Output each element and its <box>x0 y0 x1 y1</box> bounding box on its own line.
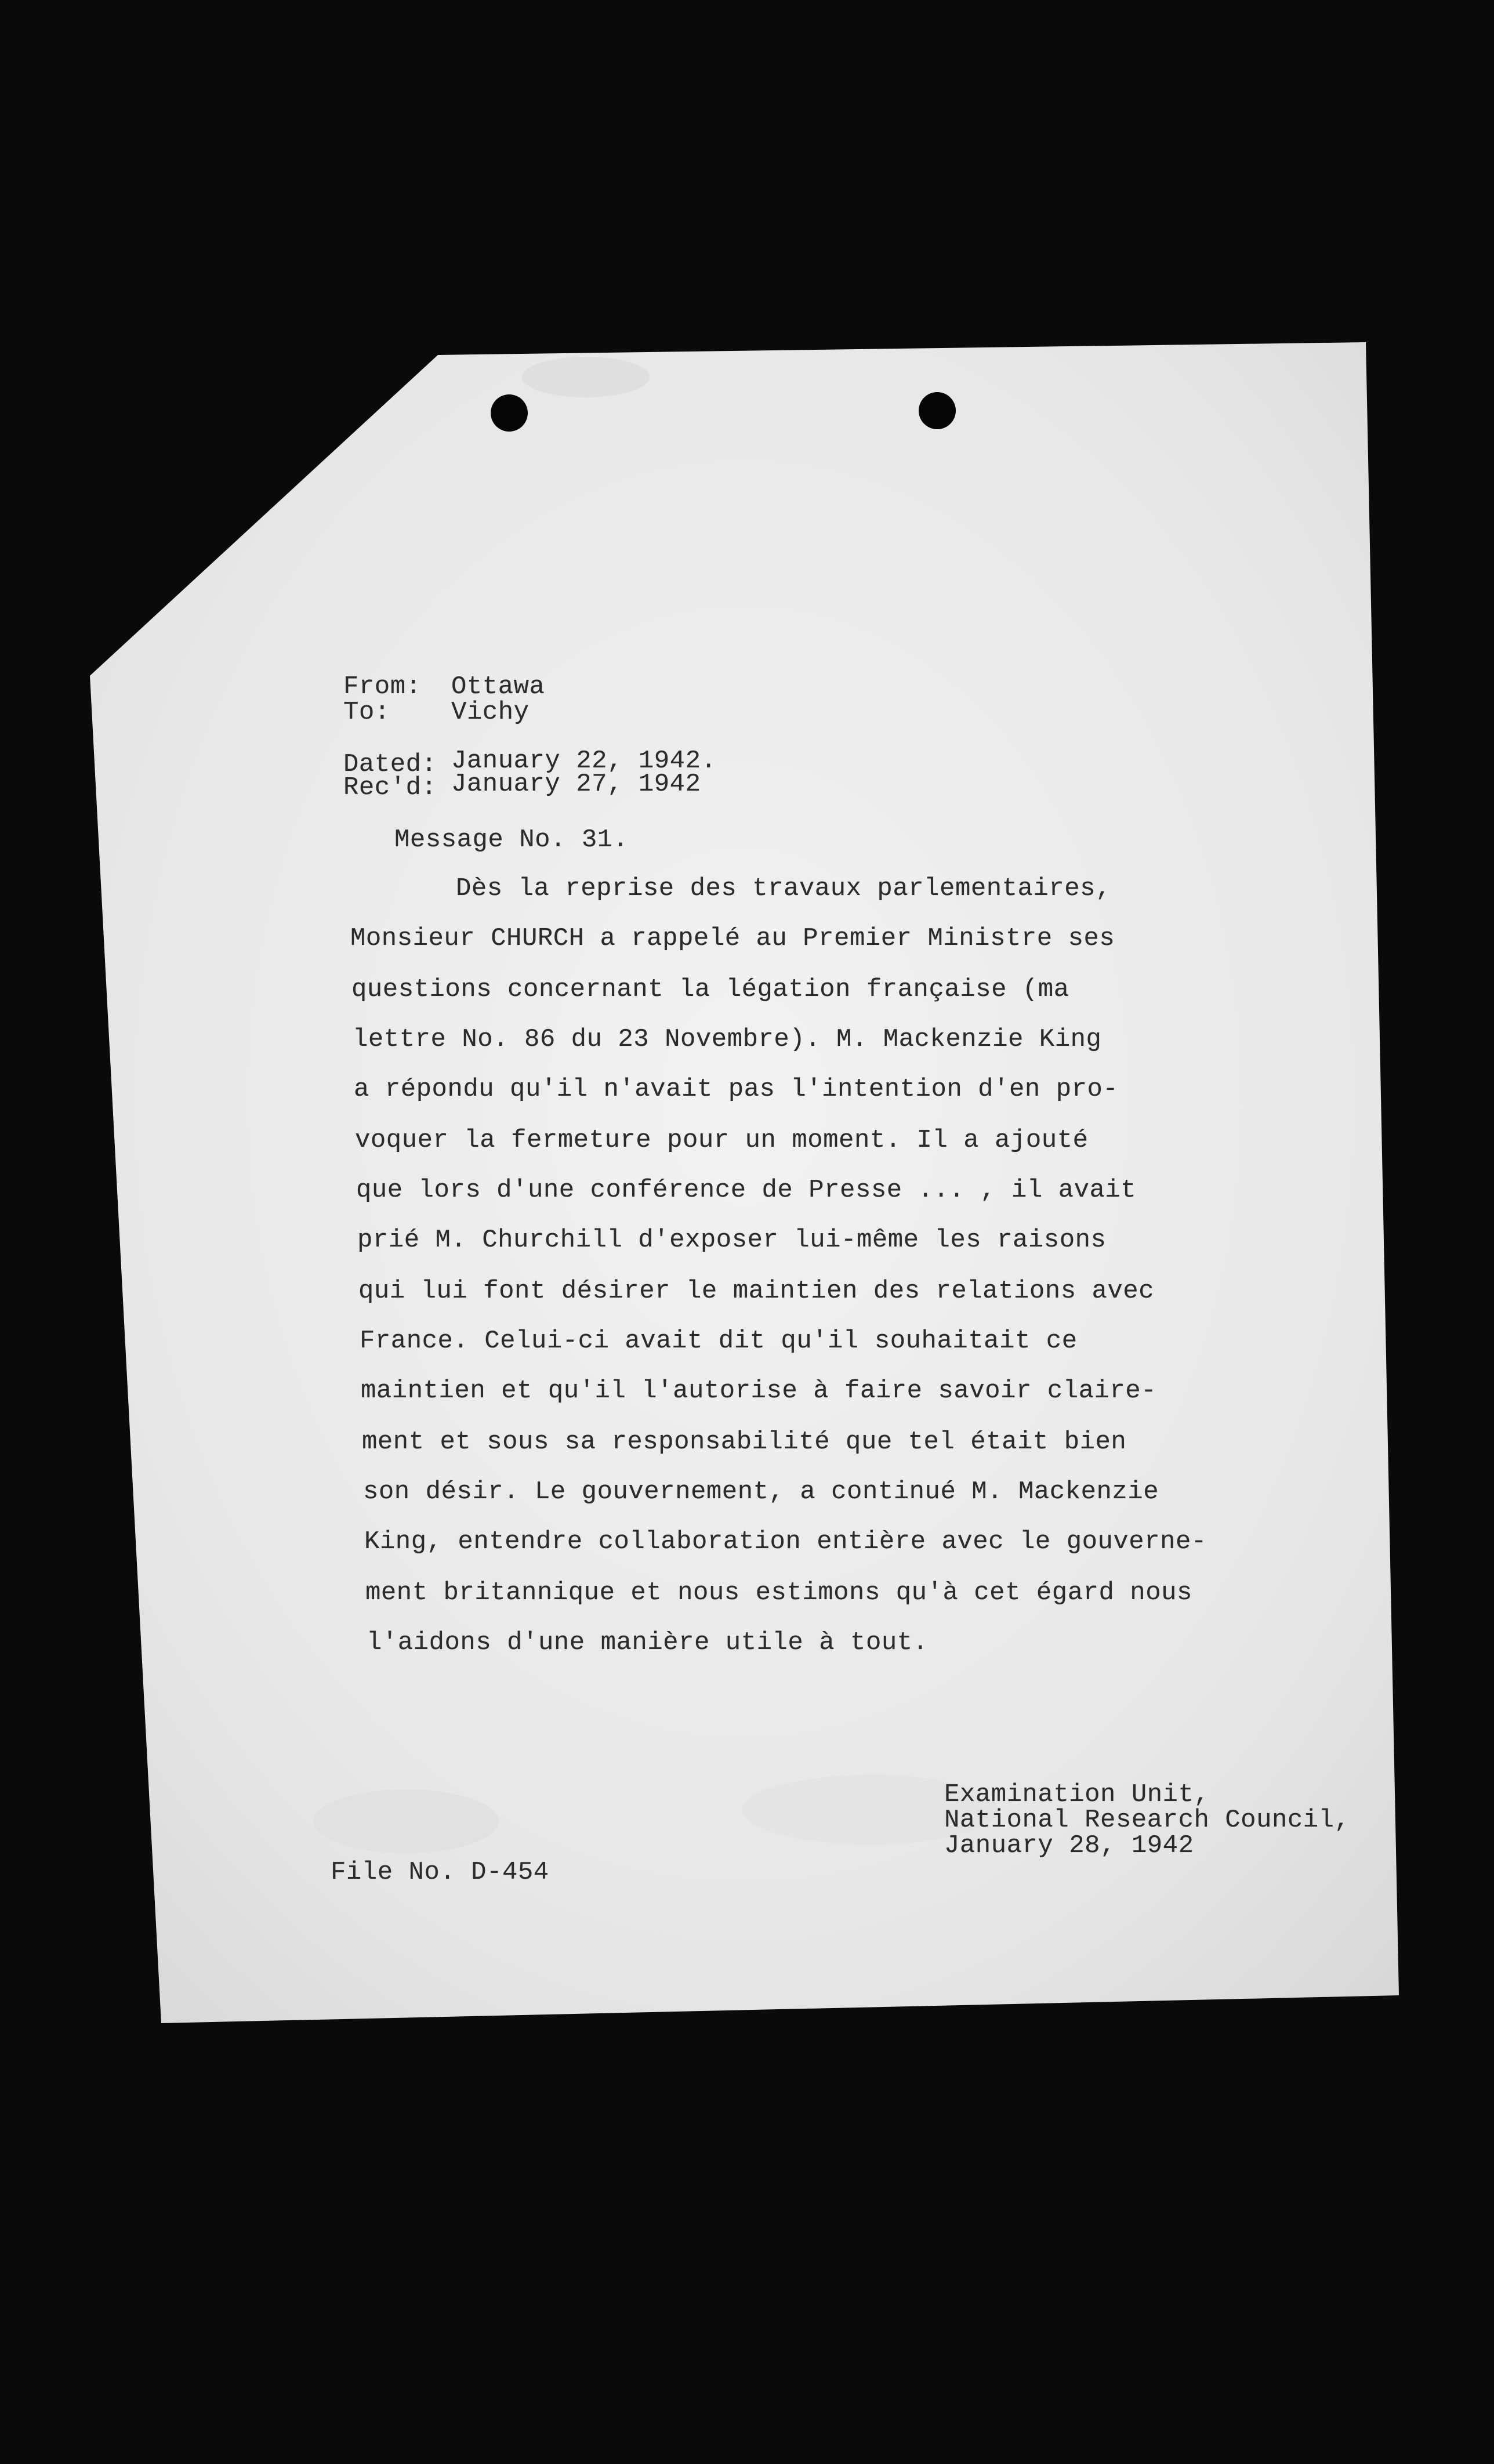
signature-line-3: January 28, 1942 <box>944 1831 1194 1860</box>
body-line: Monsieur CHURCH a rappelé au Premier Ministre ses <box>350 924 1115 953</box>
body-line: France. Celui-ci avait dit qu'il souhaitait ce <box>360 1327 1078 1356</box>
body-line: voquer la fermeture pour un moment. Il a ajouté <box>355 1126 1089 1155</box>
bleed-mark <box>522 357 650 397</box>
body-line: lettre No. 86 du 23 Novembre). M. Mackenzie King <box>353 1025 1102 1054</box>
signature-line-2: National Research Council, <box>944 1806 1350 1835</box>
body-line: a répondu qu'il n'avait pas l'intention d'en pro- <box>354 1075 1119 1104</box>
body-line: questions concernant la légation française (ma <box>351 975 1069 1004</box>
recd-value: January 27, 1942 <box>451 770 701 799</box>
recd-label: Rec'd: <box>343 773 437 802</box>
file-number: File No. D-454 <box>331 1858 549 1887</box>
from-label: From: <box>343 672 422 701</box>
message-number: Message No. 31. <box>394 825 629 854</box>
body-line: maintien et qu'il l'autorise à faire savoir claire- <box>361 1376 1157 1405</box>
body-line: prié M. Churchill d'exposer lui-même les raisons <box>357 1226 1107 1255</box>
dated-label: Dated: <box>343 750 437 779</box>
body-line: Dès la reprise des travaux parlementaires, <box>456 874 1111 903</box>
body-line: King, entendre collaboration entière avec le gouverne- <box>364 1527 1207 1556</box>
body-line: ment britannique et nous estimons qu'à cet égard nous <box>365 1578 1192 1607</box>
bleed-mark <box>313 1789 499 1853</box>
punch-hole-right <box>919 392 956 429</box>
to-label: To: <box>343 698 390 727</box>
signature-line-1: Examination Unit, <box>944 1780 1210 1809</box>
punch-hole-left <box>491 394 528 432</box>
to-value: Vichy <box>451 698 530 727</box>
body-line: qui lui font désirer le maintien des relations avec <box>358 1277 1155 1306</box>
dated-value: January 22, 1942. <box>451 747 717 776</box>
body-line: son désir. Le gouvernement, a continué M. Mackenzie <box>363 1477 1159 1506</box>
body-line: que lors d'une conférence de Presse ... , il avait <box>356 1176 1137 1205</box>
body-line: ment et sous sa responsabilité que tel était bien <box>362 1427 1127 1456</box>
body-line: l'aidons d'une manière utile à tout. <box>367 1628 929 1657</box>
from-value: Ottawa <box>451 672 545 701</box>
